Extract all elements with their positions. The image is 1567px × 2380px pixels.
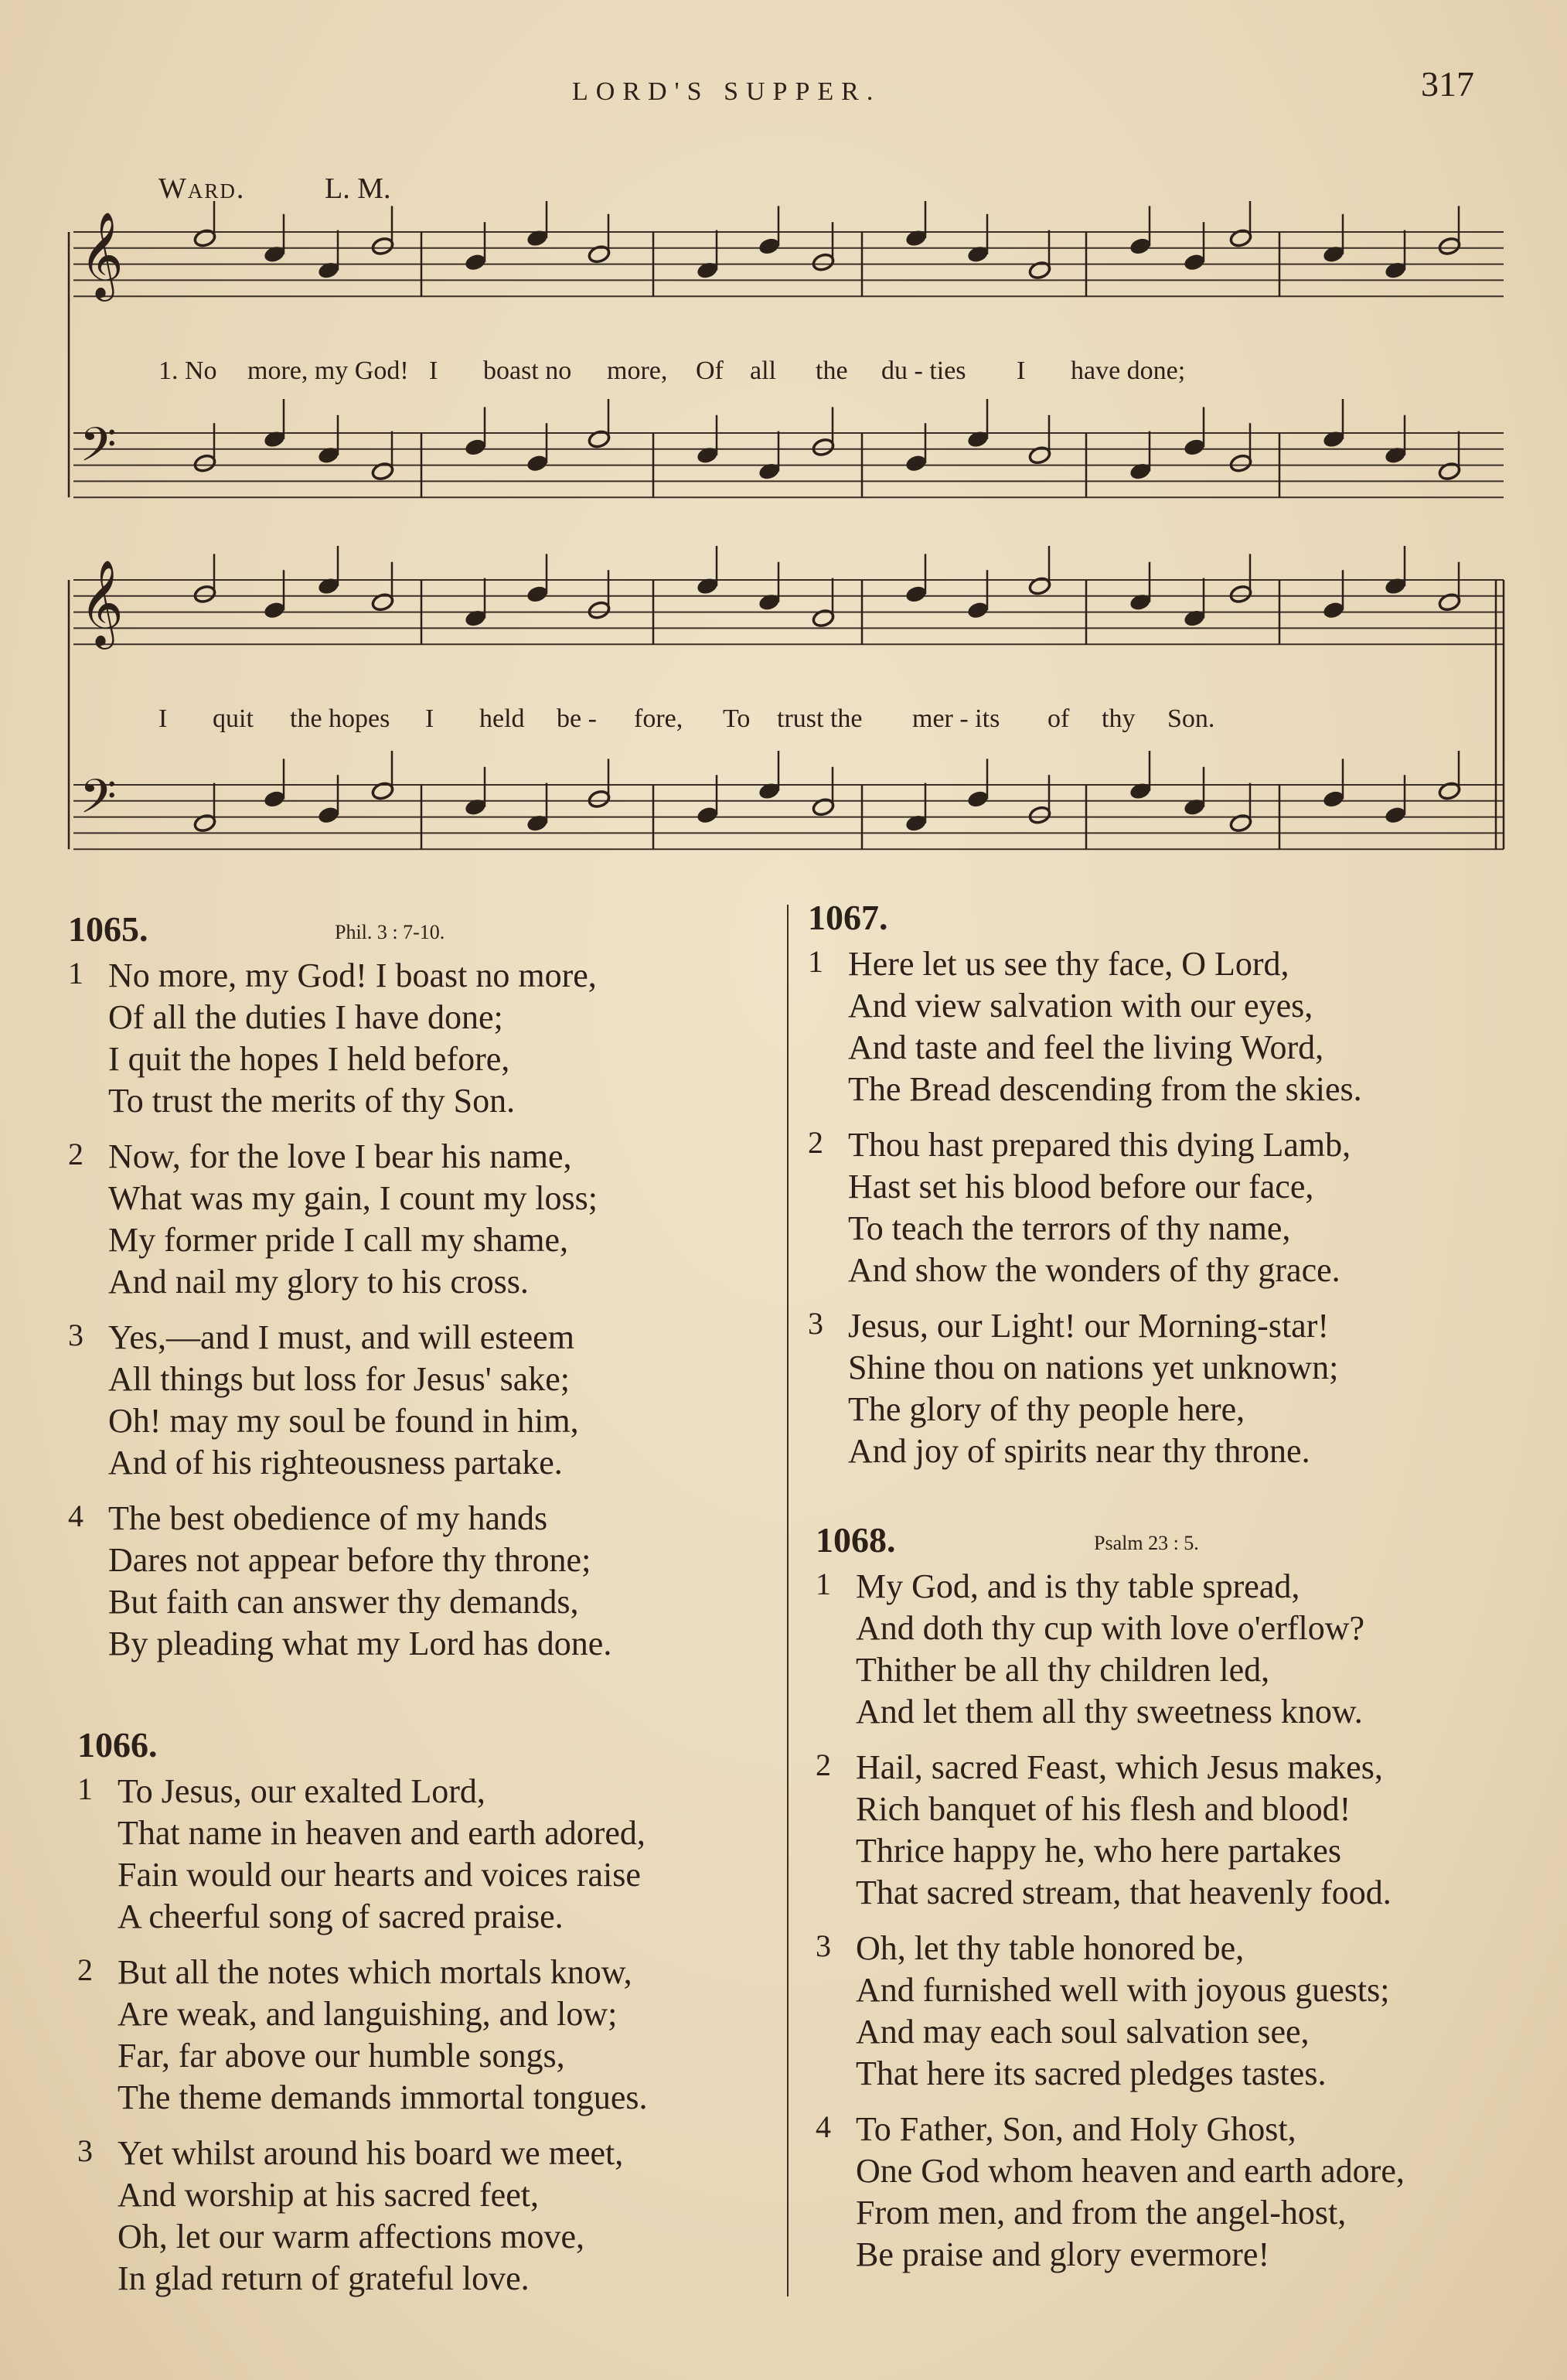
verse-line: But faith can answer thy demands, [108,1583,579,1621]
note [1129,781,1153,801]
stanza [816,1747,1558,1914]
hymn-1066 [77,1724,785,2314]
stanza [816,2109,1558,2276]
lyric-syllable: 1. No [158,356,217,385]
stanza [68,1317,779,1484]
scripture-reference: Phil. 3 : 7-10. [335,921,445,943]
verse-line: And joy of spirits near thy throne. [848,1432,1310,1470]
note [464,609,488,629]
lyric-syllable: I [158,704,168,733]
verse-line: Hast set his blood before our face, [848,1168,1314,1205]
note [193,584,217,604]
lyric-syllable: mer - its [912,704,1000,733]
note [263,244,287,264]
verse-line: Rich banquet of his flesh and blood! [856,1790,1351,1828]
stanza-number: 2 [816,1747,831,1782]
stanza-number: 3 [816,1928,831,1963]
note [526,584,550,604]
verse-line: But all the notes which mortals know, [118,1953,632,1991]
verse-line: The theme demands immortal tongues. [118,2078,648,2116]
lyric-syllable: all [750,356,776,385]
note [966,429,990,449]
verse-line: Yes,—and I must, and will esteem [108,1318,574,1356]
verse-line: Here let us see thy face, O Lord, [848,945,1289,983]
note [1129,592,1153,612]
note [966,600,990,620]
lyric-syllable: I [425,704,434,733]
note [1438,592,1462,612]
note [1229,228,1253,248]
note [317,445,341,465]
verse-line: Of all the duties I have done; [108,998,503,1036]
note [696,261,720,281]
note [317,805,341,825]
note [696,445,720,465]
stanza [816,1566,1558,1733]
verse-line: Fain would our hearts and voices raise [118,1856,641,1894]
hymn-number: 1067. [808,898,888,937]
note [588,600,611,620]
note [1229,453,1253,473]
running-header: LORD'S SUPPER. [572,77,881,106]
hymn-1065 [68,909,779,1679]
note [317,261,341,281]
stanza [68,955,779,1122]
note [966,244,990,264]
verse-line: And view salvation with our eyes, [848,987,1313,1025]
verse-line: Thou hast prepared this dying Lamb, [848,1126,1351,1164]
note [1322,600,1346,620]
stanza [68,1498,779,1665]
note [526,228,550,248]
bass-clef-icon: 𝄢 [80,418,117,484]
stanza-number: 1 [816,1567,831,1601]
verse-line: My former pride I call my shame, [108,1221,569,1259]
lyric-syllable: more, my God! [247,356,409,385]
lyric-syllable: quit [213,704,254,733]
note [1384,445,1408,465]
stanza [808,943,1550,1110]
verse-line: Be praise and glory evermore! [856,2235,1270,2273]
stanza [808,1305,1550,1472]
verse-line: And nail my glory to his cross. [108,1263,529,1301]
note [588,789,611,809]
note [526,813,550,834]
verse-line: Oh! may my soul be found in him, [108,1402,579,1440]
verse-line: Shine thou on nations yet unknown; [848,1349,1339,1386]
note [966,789,990,809]
note [812,252,836,272]
stanza-number: 1 [808,944,823,979]
verse-line: That here its sacred pledges tastes. [856,2054,1327,2092]
note [1229,813,1253,834]
note [758,781,782,801]
note [1183,437,1207,457]
stanza-number: 3 [77,2133,93,2168]
note [193,813,217,834]
stanza [77,1771,785,1938]
verse-line: Thrice happy he, who here partakes [856,1832,1341,1870]
stanza-number: 4 [68,1499,83,1533]
note [371,592,395,612]
stanza [68,1136,779,1303]
verse-line: From men, and from the angel-host, [856,2194,1347,2232]
verse-line: To Jesus, our exalted Lord, [118,1772,485,1810]
note [1183,252,1207,272]
note [758,592,782,612]
hymn-number: 1068. [816,1520,896,1560]
bass-staff [73,785,1504,849]
tune-name: Ward. [158,172,246,205]
note [464,797,488,817]
lyric-syllable: the hopes [290,704,390,733]
verse-line: Dares not appear before thy throne; [108,1541,591,1579]
music-score [58,201,1519,866]
verse-line: Oh, let our warm affections move, [118,2218,585,2256]
verse-line: Jesus, our Light! our Morning-star! [848,1307,1330,1345]
note [696,576,720,596]
note [696,805,720,825]
treble-staff [73,232,1504,296]
lyric-syllable: held [479,704,525,733]
tune-meter: L. M. [325,172,391,205]
note [904,813,928,834]
note [1438,462,1462,482]
note [464,252,488,272]
note [193,228,217,248]
verse-line: And show the wonders of thy grace. [848,1251,1340,1289]
note [1028,576,1052,596]
lyric-syllable: more, [607,356,668,385]
lyric-syllable: boast no [483,356,572,385]
stanza [808,1124,1550,1291]
lyric-syllable: I [429,356,438,385]
stanza-number: 2 [77,1952,93,1987]
note [1438,236,1462,256]
column-divider [787,905,789,2296]
lyric-syllable: of [1048,704,1070,733]
note [371,781,395,801]
note [1129,236,1153,256]
treble-clef-icon: 𝄞 [80,211,124,298]
verse-line: All things but loss for Jesus' sake; [108,1360,571,1398]
note [263,600,287,620]
note [464,437,488,457]
note [1129,462,1153,482]
note [1322,244,1346,264]
hymn-1067 [808,897,1550,1486]
verse-line: The best obedience of my hands [108,1499,548,1537]
verse-line: Far, far above our humble songs, [118,2037,565,2075]
note [1183,797,1207,817]
verse-line: That sacred stream, that heavenly food. [856,1874,1392,1911]
stanza-number: 2 [68,1137,83,1171]
lyric-syllable: the [816,356,848,385]
lyric-syllable: trust the [777,704,863,733]
verse-line: Yet whilst around his board we meet, [118,2134,624,2172]
verse-line: One God whom heaven and earth adore, [856,2152,1405,2190]
stanza [77,2133,785,2300]
lyric-syllable: thy [1102,704,1136,733]
note [1384,576,1408,596]
note [1322,429,1346,449]
note [1384,805,1408,825]
note [904,584,928,604]
verse-line: And furnished well with joyous guests; [856,1971,1390,2009]
verse-line: And of his righteousness partake. [108,1444,563,1482]
stanza-number: 4 [816,2109,831,2144]
note [1028,805,1052,825]
stanza [77,1952,785,2119]
bass-staff [73,433,1504,497]
note [263,789,287,809]
verse-line: And worship at his sacred feet, [118,2176,539,2214]
verse-line: The glory of thy people here, [848,1390,1245,1428]
note [588,429,611,449]
verse-line: I quit the hopes I held before, [108,1040,510,1078]
verse-line: Are weak, and languishing, and low; [118,1995,618,2033]
stanza [816,1928,1558,2095]
note [1183,609,1207,629]
note [812,437,836,457]
verse-line: Oh, let thy table honored be, [856,1929,1245,1967]
treble-staff [73,580,1504,644]
note [758,236,782,256]
verse-line: No more, my God! I boast no more, [108,956,597,994]
verse-line: What was my gain, I count my loss; [108,1179,598,1217]
lyric-syllable: du - ties [881,356,966,385]
note [371,236,395,256]
scripture-reference: Psalm 23 : 5. [1094,1532,1199,1554]
note [1384,261,1408,281]
lyric-syllable: fore, [634,704,683,733]
note [1028,261,1052,281]
note [371,462,395,482]
lyric-syllable: have done; [1071,356,1186,385]
verse-line: And doth thy cup with love o'erflow? [856,1609,1365,1647]
note [588,244,611,264]
note [1438,781,1462,801]
note [904,228,928,248]
note [758,462,782,482]
hymn-1068 [816,1519,1558,2290]
lyric-syllable: Of [696,356,724,385]
note [812,797,836,817]
verse-line: A cheerful song of sacred praise. [118,1898,564,1935]
verse-line: To teach the terrors of thy name, [848,1209,1291,1247]
page-number: 317 [1421,64,1474,104]
note [1322,789,1346,809]
verse-line: To trust the merits of thy Son. [108,1082,516,1120]
verse-line: My God, and is thy table spread, [856,1567,1300,1605]
verse-line: Hail, sacred Feast, which Jesus makes, [856,1748,1383,1786]
verse-line: Now, for the love I bear his name, [108,1137,572,1175]
hymn-number: 1065. [68,909,148,949]
note [263,429,287,449]
stanza-number: 3 [808,1306,823,1341]
lyric-syllable: be - [557,704,597,733]
stanza-number: 1 [68,956,83,991]
verse-line: To Father, Son, and Holy Ghost, [856,2110,1296,2148]
note [526,453,550,473]
verse-line: That name in heaven and earth adored, [118,1814,646,1852]
verse-line: And may each soul salvation see, [856,2013,1310,2051]
lyric-syllable: Son. [1167,704,1215,733]
treble-clef-icon: 𝄞 [80,559,124,646]
stanza-number: 1 [77,1771,93,1806]
hymn-number: 1066. [77,1725,158,1765]
verse-line: In glad return of grateful love. [118,2259,530,2297]
note [317,576,341,596]
note [193,453,217,473]
lyric-syllable: I [1017,356,1026,385]
verse-line: The Bread descending from the skies. [848,1070,1362,1108]
verse-line: Thither be all thy children led, [856,1651,1270,1689]
stanza-number: 3 [68,1318,83,1352]
verse-line: And taste and feel the living Word, [848,1028,1324,1066]
stanza-number: 2 [808,1125,823,1160]
note [812,609,836,629]
bass-clef-icon: 𝄢 [80,769,117,836]
verse-line: And let them all thy sweetness know. [856,1693,1363,1730]
note [904,453,928,473]
verse-line: By pleading what my Lord has done. [108,1625,612,1662]
note [1028,445,1052,465]
note [1229,584,1253,604]
lyric-syllable: To [723,704,751,733]
